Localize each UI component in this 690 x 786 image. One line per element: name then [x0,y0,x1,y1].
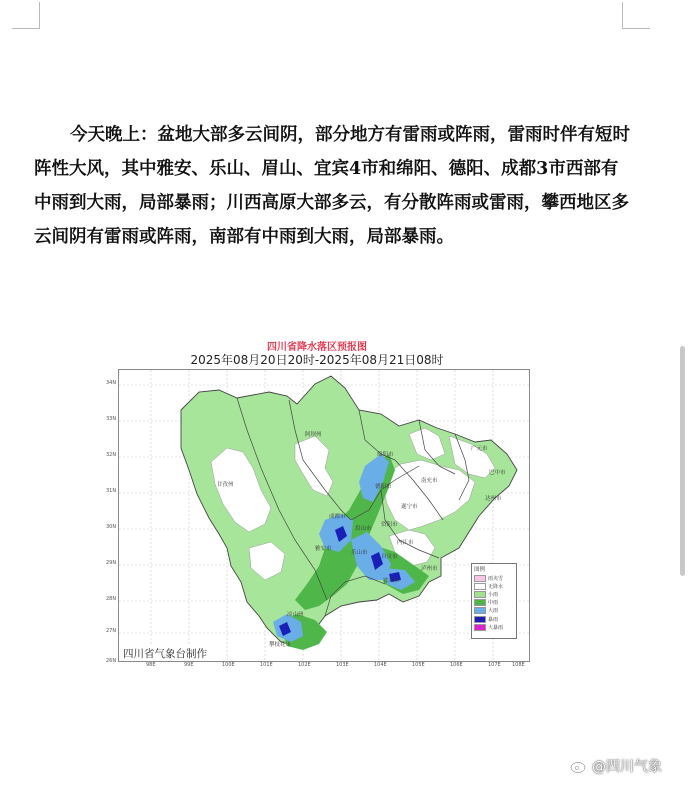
legend-label: 暴雨 [488,616,499,623]
lon-label: 106E [450,662,463,668]
crop-mark-right-vertical [622,2,623,28]
svg-text:遂宁市: 遂宁市 [401,504,418,510]
legend-item [474,599,514,607]
watermark-text: @四川气象 [592,759,662,775]
lon-label: 98E [146,662,156,668]
svg-text:成都市: 成都市 [329,514,346,520]
legend-item [474,590,514,598]
crop-mark-right-horizontal [622,28,650,29]
crop-mark-left-horizontal [12,28,40,29]
lon-label: 108E [512,662,525,668]
svg-text:凉山州: 凉山州 [287,612,304,618]
legend-label: 大雨 [488,608,499,615]
legend-label: 大暴雨 [488,624,504,631]
svg-text:攀枝花市: 攀枝花市 [269,642,292,648]
precipitation-map [104,340,530,666]
legend-label: 雨夹雪 [488,575,504,582]
svg-text:南充市: 南充市 [421,478,438,484]
svg-text:宜宾市: 宜宾市 [383,578,400,584]
legend-item [474,582,514,590]
svg-text:达州市: 达州市 [485,496,502,502]
svg-text:广元市: 广元市 [471,446,488,452]
forecast-paragraph: 今天晚上：盆地大部多云间阴，部分地方有雷雨或阵雨，雷雨时伴有短时阵性大风，其中雅安、乐山、眉山、宜宾4市和绵阳、德阳、成都3市西部有中雨到大雨，局部暴雨；川西高原大部多云，有分散阵雨或雷雨，攀西地区多云间阴有雷雨或阵雨，南部有中雨到大雨，局部暴雨。 [34,125,630,247]
lat-label: 33N [106,416,117,422]
weibo-watermark [570,756,662,776]
legend-item [474,615,514,623]
map-credit: 四川省气象台制作 [123,648,207,660]
svg-text:绵阳市: 绵阳市 [377,452,394,458]
lat-label: 29N [106,560,117,566]
legend-swatch [474,591,486,598]
lon-label: 104E [374,662,387,668]
lon-label: 99E [184,662,194,668]
legend-item [474,623,514,631]
svg-text:乐山市: 乐山市 [351,550,368,556]
legend-label: 无降水 [488,583,504,590]
map-frame [118,369,530,662]
lon-label: 107E [488,662,501,668]
lat-label: 27N [106,628,117,634]
svg-text:眉山市: 眉山市 [355,526,372,532]
legend-swatch [474,624,486,631]
lon-label: 102E [298,662,311,668]
svg-text:巴中市: 巴中市 [489,470,506,476]
map-legend [471,563,517,639]
lat-label: 26N [106,658,117,664]
legend-heading: 图例 [474,567,486,573]
lon-label: 105E [412,662,425,668]
legend-item [474,574,514,582]
svg-text:内江市: 内江市 [397,540,414,546]
map-title: 四川省降水落区预报图 [267,342,367,353]
crop-mark-left-vertical [39,2,40,28]
legend-item [474,607,514,615]
svg-text:德阳市: 德阳市 [375,484,392,490]
svg-text:甘孜州: 甘孜州 [217,482,234,488]
weibo-logo-icon [570,759,588,773]
svg-text:阿坝州: 阿坝州 [305,432,322,438]
legend-swatch [474,616,486,623]
lon-label: 101E [260,662,273,668]
map-subtitle: 2025年08月20日20时-2025年08月21日08时 [190,353,444,367]
lat-label: 31N [106,488,117,494]
legend-swatch [474,607,486,614]
legend-label: 中雨 [488,600,499,607]
lat-label: 32N [106,452,117,458]
map-graphic [119,370,529,661]
svg-text:雅安市: 雅安市 [315,546,332,552]
svg-text:泸州市: 泸州市 [421,566,438,572]
lat-label: 28N [106,596,117,602]
legend-swatch [474,575,486,582]
svg-text:资阳市: 资阳市 [381,522,398,528]
vertical-scrollbar[interactable] [680,346,685,576]
lon-label: 103E [336,662,349,668]
legend-swatch [474,583,486,590]
lat-label: 34N [106,380,117,386]
svg-text:自贡市: 自贡市 [381,554,398,560]
legend-label: 小雨 [488,591,499,598]
legend-swatch [474,599,486,606]
lon-label: 100E [222,662,235,668]
lat-label: 30N [106,524,117,530]
